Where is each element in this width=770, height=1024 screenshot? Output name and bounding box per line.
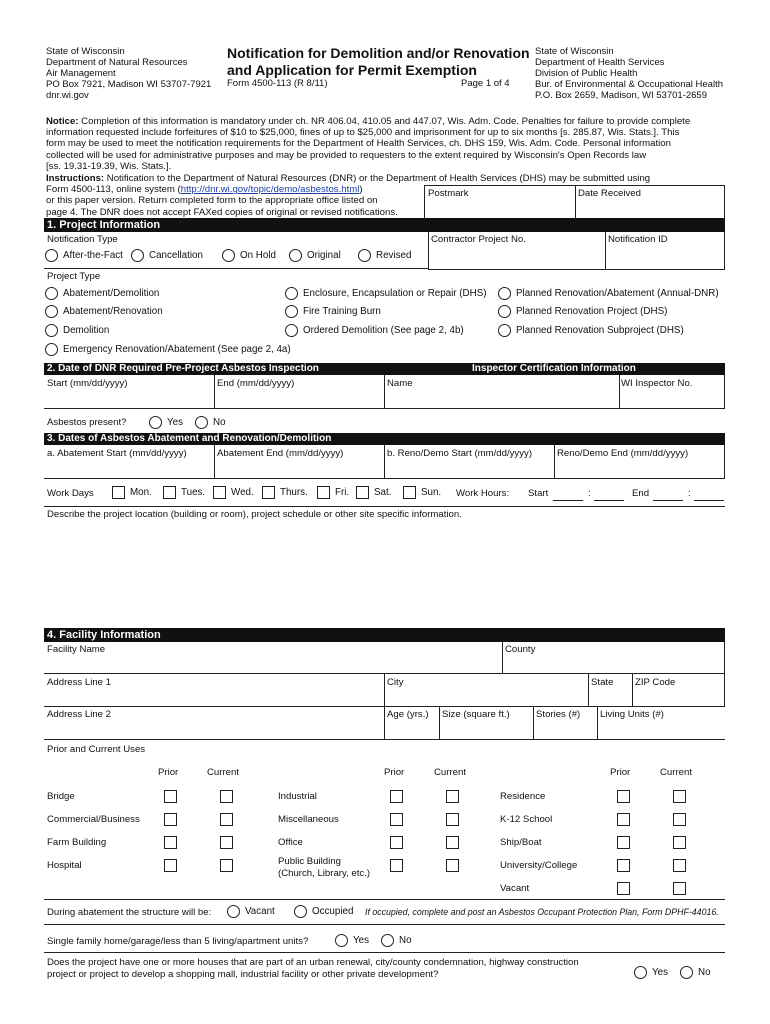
prior-current-uses-label: Prior and Current Uses [47,744,146,755]
facility-name-label: Facility Name [47,644,106,655]
radio-circle[interactable] [285,287,298,300]
prior-header: Prior [384,767,405,778]
radio-single-family-yes[interactable]: Yes [335,934,369,947]
work-start-hour-field[interactable] [553,500,583,501]
notice-line: information requested include forfeitures of $10 to $25,000, fines of up to $25,000 and imprisonment for up to six months [s. 285.87, Wis. Stats.]. This [46,127,680,139]
asbestos-present-label: Asbestos present? [47,417,127,428]
notification-type-label: Notification Type [47,234,118,245]
work-end-hour-field[interactable] [653,500,683,501]
radio-planned-subproject[interactable]: Planned Renovation Subproject (DHS) [498,324,684,337]
checkbox-public-prior[interactable] [390,859,403,872]
checkbox-public-current[interactable] [446,859,459,872]
current-header: Current [207,767,239,778]
checkbox-office-current[interactable] [446,836,459,849]
radio-urban-yes[interactable]: Yes [634,966,668,979]
notice-label: Notice: [46,116,79,127]
use-k12-label: K-12 School [500,814,553,825]
header-right-line: P.O. Box 2659, Madison, WI 53701-2659 [535,90,707,101]
checkbox-university-prior[interactable] [617,859,630,872]
radio-abatement-demolition[interactable]: Abatement/Demolition [45,287,159,300]
checkbox-vacant-prior[interactable] [617,882,630,895]
radio-original[interactable]: Original [289,249,341,262]
date-received-label: Date Received [578,188,641,199]
address1-label: Address Line 1 [47,677,111,688]
radio-single-family-no[interactable]: No [381,934,412,947]
checkbox-industrial-current[interactable] [446,790,459,803]
radio-circle[interactable] [285,305,298,318]
checkbox-square[interactable] [356,486,369,499]
radio-circle[interactable] [45,343,58,356]
header-left-line: PO Box 7921, Madison WI 53707-7921 [46,79,212,90]
radio-after-the-fact[interactable]: After-the-Fact [45,249,123,262]
checkbox-residence-prior[interactable] [617,790,630,803]
radio-circle[interactable] [285,324,298,337]
work-days-label: Work Days [47,488,94,499]
header-right-line: Division of Public Health [535,68,638,79]
city-label: City [387,677,404,688]
during-abatement-label: During abatement the structure will be: [47,907,212,918]
use-residence-label: Residence [500,791,546,802]
checkbox-farm-prior[interactable] [164,836,177,849]
work-end-label: End [632,488,650,499]
inspection-end-label: End (mm/dd/yyyy) [217,378,295,389]
header-right-line: Bur. of Environmental & Occupational Health [535,79,723,90]
describe-label: Describe the project location (building or room), project schedule or other site specific information. [47,509,462,520]
notice-block [46,116,736,172]
checkbox-bridge-prior[interactable] [164,790,177,803]
urban-renewal-line1: Does the project have one or more houses that are part of an urban renewal, city/county condemnation, highway construction [47,957,579,968]
use-bridge-label: Bridge [47,791,75,802]
use-office-label: Office [278,837,303,848]
project-type-label: Project Type [47,271,101,282]
header-right-line: State of Wisconsin [535,46,614,57]
use-university-label: University/College [500,860,578,871]
use-miscellaneous-label: Miscellaneous [278,814,339,825]
notice-line: Notice: Completion of this information is mandatory under ch. NR 406.04, 410.05 and 447.07, Wis. Adm. Code. Penalties for failure to provide complete [46,116,691,127]
checkbox-square[interactable] [262,486,275,499]
radio-circle[interactable] [195,416,208,429]
wi-inspector-no-label: WI Inspector No. [621,378,693,389]
section3-header: 3. Dates of Asbestos Abatement and Renovation/Demolition [44,433,725,445]
use-hospital-label: Hospital [47,860,82,871]
checkbox-square[interactable] [112,486,125,499]
radio-abatement-renovation[interactable]: Abatement/Renovation [45,305,163,318]
header-right-line: Department of Health Services [535,57,665,68]
checkbox-square[interactable] [163,486,176,499]
occupied-note: If occupied, complete and post an Asbestos Occupant Protection Plan, Form DPHF-44016. [365,907,719,917]
asbestos-link[interactable]: http://dnr.wi.gov/topic/demo/asbestos.html [180,184,360,196]
radio-asbestos-yes[interactable]: Yes [149,416,183,429]
single-family-label: Single family home/garage/less than 5 living/apartment units? [47,936,309,947]
radio-urban-no[interactable]: No [680,966,711,979]
radio-circle[interactable] [131,249,144,262]
use-vacant-label: Vacant [500,883,530,894]
radio-demolition[interactable]: Demolition [45,324,109,337]
checkbox-bridge-current[interactable] [220,790,233,803]
inspector-cert-header: Inspector Certification Information [472,363,636,374]
radio-planned-annual[interactable]: Planned Renovation/Abatement (Annual-DNR) [498,287,719,300]
radio-circle[interactable] [680,966,693,979]
abatement-end-label: Abatement End (mm/dd/yyyy) [217,448,344,459]
radio-enclosure[interactable]: Enclosure, Encapsulation or Repair (DHS) [285,287,487,300]
checkbox-residence-current[interactable] [673,790,686,803]
radio-circle[interactable] [45,287,58,300]
use-public-building-sub-label: (Church, Library, etc.) [278,868,371,879]
header-left-line: State of Wisconsin [46,46,125,57]
radio-circle[interactable] [335,934,348,947]
form-title-line2: and Application for Permit Exemption [227,62,477,78]
reno-start-label: b. Reno/Demo Start (mm/dd/yyyy) [387,448,533,459]
radio-fire-training-burn[interactable]: Fire Training Burn [285,305,381,318]
radio-asbestos-no[interactable]: No [195,416,226,429]
checkbox-hospital-prior[interactable] [164,859,177,872]
state-label: State [591,677,614,688]
current-header: Current [660,767,692,778]
section1-header: 1. Project Information [44,218,725,232]
instructions-block: Instructions: Notification to the Department of Natural Resources (DNR) or the Department of Health Services (DHS) may be submitted using Form 4500-113, online system (http://dnr.wi.gov/topic/demo/asbestos.html) or this paper version. Return completed form to the appropriate office listed on page 4. The DNR does not accept FAXed copies of original or revised notifications. [46,173,651,218]
notice-line: form may be used to meet the notification requirements for the Department of Health Services, ch. DHS 159, Wis. Adm. Code. Personal information [46,138,671,150]
radio-circle[interactable] [294,905,307,918]
abatement-start-label: a. Abatement Start (mm/dd/yyyy) [47,448,187,459]
radio-emergency-renovation[interactable]: Emergency Renovation/Abatement (See page 2, 4a) [45,343,291,356]
notice-line: [ss. 19.31-19.39, Wis. Stats.]. [46,160,172,172]
inspection-start-label: Start (mm/dd/yyyy) [47,378,128,389]
radio-circle[interactable] [381,934,394,947]
radio-structure-occupied[interactable]: Occupied [294,905,353,918]
section4-header: 4. Facility Information [44,628,725,642]
checkbox-sun[interactable]: Sun. [403,486,441,499]
header-left [46,46,211,101]
reno-end-label: Reno/Demo End (mm/dd/yyyy) [557,448,689,459]
section2-header: 2. Date of DNR Required Pre-Project Asbestos Inspection Inspector Certification Information [44,363,725,375]
radio-circle[interactable] [45,324,58,337]
work-hours-label: Work Hours: [456,488,510,499]
notification-id-label: Notification ID [608,234,668,245]
checkbox-ship-prior[interactable] [617,836,630,849]
current-header: Current [434,767,466,778]
checkbox-miscellaneous-prior[interactable] [390,813,403,826]
urban-renewal-line2: project or project to develop a shopping mall, industrial facility or other private development? [47,969,439,980]
header-left-line: Department of Natural Resources [46,57,188,68]
checkbox-mon[interactable]: Mon. [112,486,152,499]
size-label: Size (square ft.) [442,709,510,720]
checkbox-commercial-current[interactable] [220,813,233,826]
radio-circle[interactable] [358,249,371,262]
radio-circle[interactable] [498,287,511,300]
form-title [227,45,530,79]
age-label: Age (yrs.) [387,709,429,720]
radio-cancellation[interactable]: Cancellation [131,249,203,262]
notice-line: collected will be used for administrative purposes and may be provided to requesters to the extent required by Wisconsin's Open Records law [46,149,647,161]
checkbox-square[interactable] [317,486,330,499]
radio-ordered-demolition[interactable]: Ordered Demolition (See page 2, 4b) [285,324,464,337]
checkbox-office-prior[interactable] [390,836,403,849]
use-ship-label: Ship/Boat [500,837,542,848]
work-start-label: Start [528,488,549,499]
checkbox-square[interactable] [213,486,226,499]
radio-circle[interactable] [149,416,162,429]
checkbox-vacant-current[interactable] [673,882,686,895]
radio-circle[interactable] [45,305,58,318]
checkbox-university-current[interactable] [673,859,686,872]
radio-circle[interactable] [222,249,235,262]
address2-label: Address Line 2 [47,709,111,720]
checkbox-thu[interactable]: Thurs. [262,486,308,499]
use-commercial-label: Commercial/Business [47,814,140,825]
radio-structure-vacant[interactable]: Vacant [227,905,275,918]
radio-circle[interactable] [498,305,511,318]
inspector-name-label: Name [387,378,413,389]
stories-label: Stories (#) [536,709,581,720]
instructions-label: Instructions: [46,173,105,184]
header-left-line: Air Management [46,68,116,79]
zip-label: ZIP Code [635,677,676,688]
radio-on-hold[interactable]: On Hold [222,249,276,262]
checkbox-square[interactable] [403,486,416,499]
checkbox-fri[interactable]: Fri. [317,486,349,499]
checkbox-commercial-prior[interactable] [164,813,177,826]
checkbox-tue[interactable]: Tues. [163,486,205,499]
checkbox-k12-prior[interactable] [617,813,630,826]
header-left-line: dnr.wi.gov [46,90,89,101]
header-right [535,46,723,101]
checkbox-sat[interactable]: Sat. [356,486,391,499]
describe-textarea[interactable] [44,521,725,627]
radio-circle[interactable] [227,905,240,918]
use-industrial-label: Industrial [278,791,317,802]
work-start-min-field[interactable] [594,500,624,501]
checkbox-miscellaneous-current[interactable] [446,813,459,826]
county-label: County [505,644,536,655]
radio-circle[interactable] [498,324,511,337]
checkbox-farm-current[interactable] [220,836,233,849]
use-public-building-label: Public Building [278,856,341,867]
form-title-line1: Notification for Demolition and/or Renovation [227,45,530,61]
work-end-min-field[interactable] [694,500,724,501]
checkbox-k12-current[interactable] [673,813,686,826]
radio-planned-project[interactable]: Planned Renovation Project (DHS) [498,305,667,318]
checkbox-industrial-prior[interactable] [390,790,403,803]
postmark-label: Postmark [428,188,469,199]
contractor-project-no-label: Contractor Project No. [431,234,526,245]
radio-revised[interactable]: Revised [358,249,411,262]
use-farm-label: Farm Building [47,837,107,848]
prior-header: Prior [158,767,179,778]
checkbox-wed[interactable]: Wed. [213,486,254,499]
radio-circle[interactable] [289,249,302,262]
form-number: Form 4500-113 (R 8/11) [227,78,328,89]
prior-header: Prior [610,767,631,778]
checkbox-ship-current[interactable] [673,836,686,849]
radio-circle[interactable] [634,966,647,979]
checkbox-hospital-current[interactable] [220,859,233,872]
living-units-label: Living Units (#) [600,709,664,720]
page-number: Page 1 of 4 [461,78,510,89]
radio-circle[interactable] [45,249,58,262]
